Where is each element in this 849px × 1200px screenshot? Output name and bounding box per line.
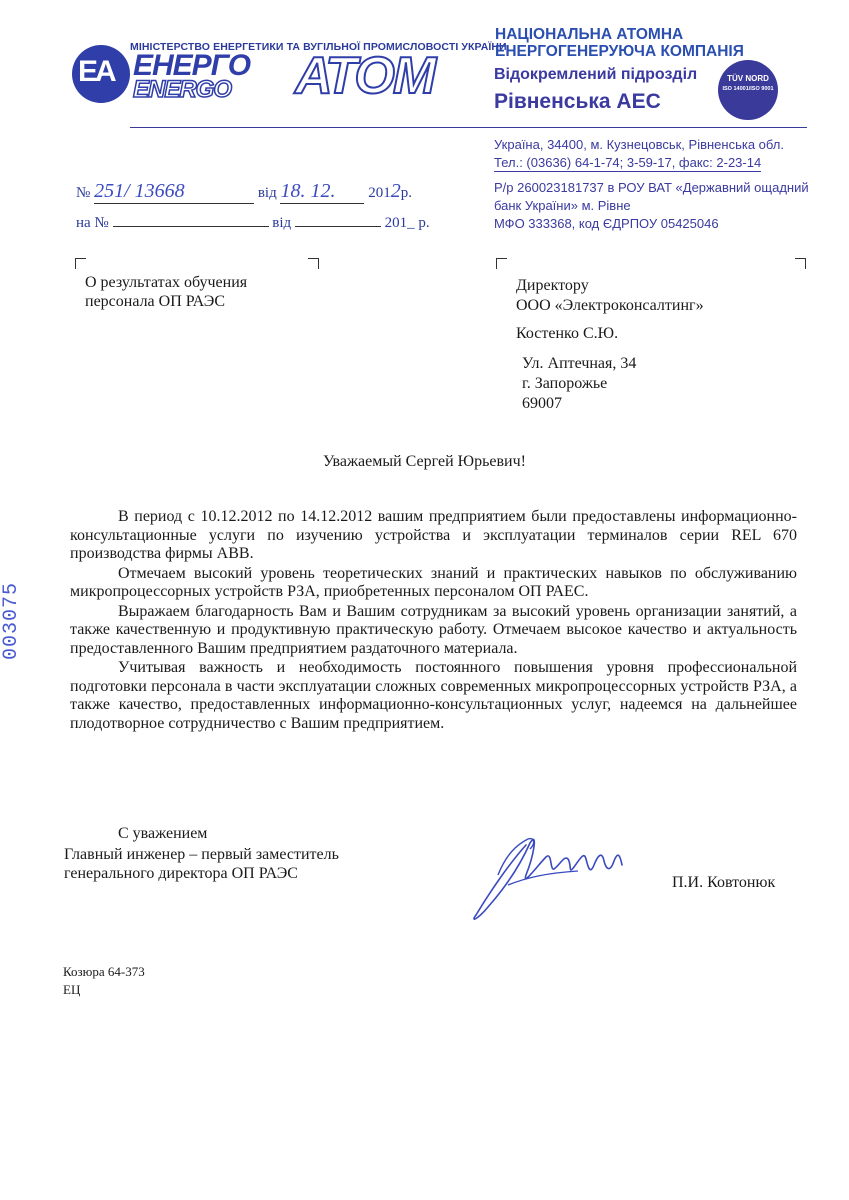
org-bank-details bbox=[494, 179, 814, 233]
year-prefix: 201 bbox=[368, 185, 391, 201]
body-paragraph-4: Учитывая важность и необходимость постоянного повышения уровня профессиональной подготовки персонала в части эксплуатации сложных современных микропроцессорных устройств РЗА, а также качество, предоставленных информационно-консультационных услуг, надеемся на дальнейшее плодотворное сотрудничество с Вашим предприятием. bbox=[70, 659, 797, 732]
recipient-zip: 69007 bbox=[522, 395, 562, 412]
signer-position bbox=[64, 845, 339, 883]
handwritten-year: 2 bbox=[390, 180, 401, 202]
cert-badge-title: TÜV NORD bbox=[727, 74, 769, 83]
closing-regards: С уважением bbox=[118, 825, 208, 842]
executor-initials: ЕЦ bbox=[63, 982, 81, 997]
registration-stamp: 003075 bbox=[0, 581, 23, 660]
ref-date-field bbox=[295, 210, 381, 227]
body-paragraph-3: Выражаем благодарность Вам и Вашим сотрудникам за высокий уровень организации занятий, а также качественную и продуктивную практическую работу. Отмечаем высокое качество и актуальность предоставленного Вашим предприятием раздаточного материала. bbox=[70, 602, 797, 657]
executor-name-phone: Козюра 64-373 bbox=[63, 964, 145, 979]
executor-info bbox=[63, 963, 145, 999]
header-divider bbox=[130, 127, 807, 128]
number-label: № bbox=[76, 185, 91, 201]
cert-badge-text: ISO 14001/ISO 9001 bbox=[722, 86, 774, 92]
subject-corner-left bbox=[75, 258, 86, 269]
ref-number-field bbox=[113, 210, 269, 227]
subject-line-1: О результатах обучения bbox=[85, 274, 248, 291]
ministry-name: МІНІСТЕРСТВО ЕНЕРГЕТИКИ ТА ВУГІЛЬНОЇ ПРОМИСЛОВОСТІ УКРАЇНИ bbox=[130, 41, 507, 53]
mfo-code: МФО 333368, код ЄДРПОУ 05425046 bbox=[494, 216, 719, 231]
signer-name: П.И. Ковтонюк bbox=[672, 874, 776, 891]
station-name: Рівненська АЕС bbox=[494, 90, 661, 113]
recipient-person: Костенко С.Ю. bbox=[516, 325, 619, 342]
outgoing-number-line bbox=[76, 180, 412, 204]
body-paragraph-1: В период с 10.12.2012 по 14.12.2012 вашим предприятием были предоставлены информационно-консультационные услуги по изучению устройства и эксплуатации терминалов серии REL 670 производства фирмы ABB. bbox=[70, 508, 797, 562]
ref-number-label: на № bbox=[76, 215, 109, 231]
salutation: Уважаемый Сергей Юрьевич! bbox=[323, 453, 526, 470]
recipient-corner-left bbox=[496, 258, 507, 269]
subject bbox=[85, 273, 247, 311]
signer-position-line-1: Главный инженер – первый заместитель bbox=[64, 846, 339, 863]
org-phones: Тел.: (03636) 64-1-74; 3-59-17, факс: 2-23-14 bbox=[494, 155, 762, 170]
recipient-corner-right bbox=[795, 258, 806, 269]
company-logo bbox=[72, 45, 130, 103]
brand-atom: АТОМ bbox=[295, 47, 435, 105]
subject-line-2: персонала ОП РАЭС bbox=[85, 293, 226, 310]
ref-year: 201_ р. bbox=[384, 215, 430, 231]
date-label: від bbox=[257, 185, 277, 201]
handwritten-number: 251/ 13668 bbox=[94, 180, 185, 202]
subject-corner-right bbox=[308, 258, 319, 269]
division-name: Відокремлений підрозділ bbox=[494, 66, 698, 83]
date-field bbox=[280, 180, 364, 204]
recipient-title: Директору bbox=[516, 277, 589, 294]
recipient-city: г. Запорожье bbox=[522, 375, 608, 392]
year-suffix: р. bbox=[400, 185, 412, 201]
logo-letters: EA bbox=[78, 55, 114, 88]
certification-badge-icon bbox=[718, 60, 778, 120]
body-paragraph-2: Отмечаем высокий уровень теоретических знаний и практических навыков по обслуживанию микропроцессорных устройств РЗА, приобретенных персоналом ОП РАЕС. bbox=[70, 564, 797, 600]
brand-energo-ua: ЕНЕРГО bbox=[133, 49, 251, 82]
company-line-1: НАЦІОНАЛЬНА АТОМНА bbox=[495, 26, 684, 43]
signer-position-line-2: генерального директора ОП РАЭС bbox=[64, 865, 298, 882]
recipient-street: Ул. Аптечная, 34 bbox=[522, 355, 637, 372]
reference-number-line bbox=[76, 210, 430, 232]
company-line-2: ЕНЕРГОГЕНЕРУЮЧА КОМПАНІЯ bbox=[495, 43, 744, 60]
signature-icon bbox=[468, 815, 638, 925]
number-field bbox=[94, 180, 254, 204]
org-address: Україна, 34400, м. Кузнецовськ, Рівненська обл. bbox=[494, 137, 784, 152]
brand-energo-en: ENERGO bbox=[133, 76, 232, 103]
bank-account: Р/р 260023181737 в РОУ ВАТ «Державний ощадний банк України» м. Рівне bbox=[494, 180, 809, 213]
company-name bbox=[495, 26, 744, 60]
ref-date-label: від bbox=[272, 215, 292, 231]
recipient-company: ООО «Электроконсалтинг» bbox=[516, 297, 704, 314]
letter-body bbox=[70, 508, 797, 733]
handwritten-date: 18. 12. bbox=[280, 180, 336, 202]
